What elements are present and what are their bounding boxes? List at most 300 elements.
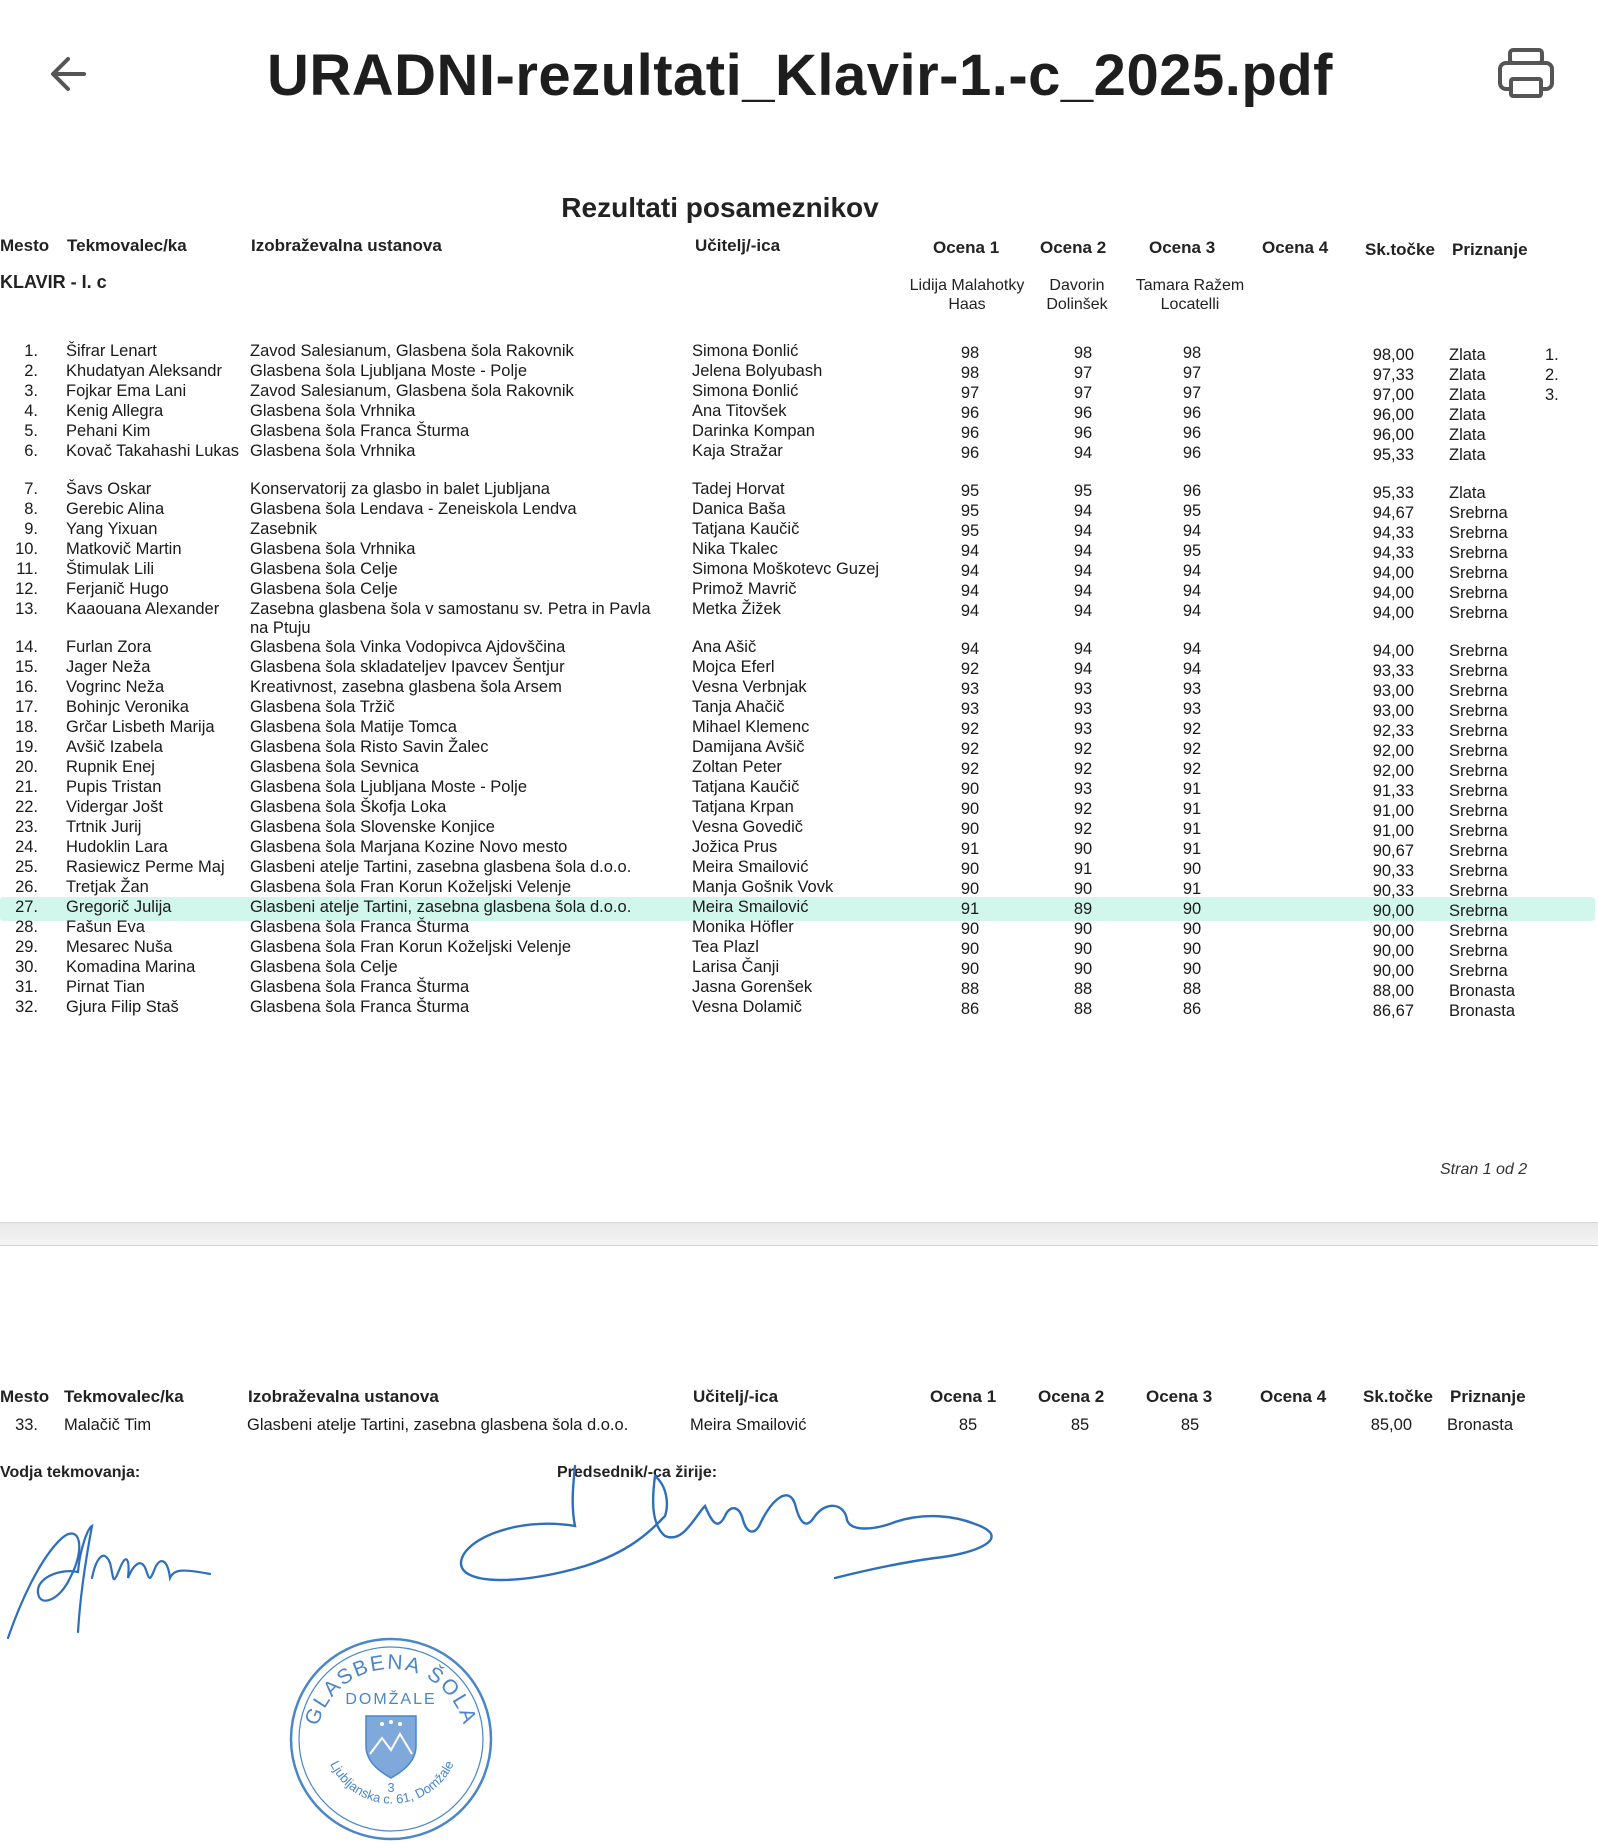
row-school: Glasbeni atelje Tartini, zasebna glasbena šola d.o.o. — [250, 898, 632, 916]
row-sum: 94,33 — [1372, 524, 1414, 542]
row-place: 3. — [24, 382, 38, 400]
stamp-number: 3 — [387, 1780, 395, 1795]
row-name: Vidergar Jošt — [66, 798, 163, 816]
row-ocena1: 90 — [960, 800, 980, 818]
row-ocena2: 92 — [1073, 760, 1093, 778]
row-ocena1: 93 — [960, 700, 980, 718]
row-place: 19. — [15, 738, 38, 756]
row-teacher: Zoltan Peter — [692, 758, 782, 776]
row-school: Glasbena šola Franca Šturma — [250, 918, 470, 936]
row-place: 7. — [24, 480, 38, 498]
row-school: Glasbena šola Celje — [250, 580, 398, 598]
row-ocena2: 95 — [1073, 482, 1093, 500]
row-name: Grčar Lisbeth Marija — [66, 718, 215, 736]
row-school: Zasebna glasbena šola v samostanu sv. Petra in Pavla na Ptuju — [250, 600, 651, 637]
row-ocena2: 90 — [1073, 960, 1093, 978]
row-teacher: Meira Smailović — [692, 898, 809, 916]
row-name: Komadina Marina — [66, 958, 196, 976]
page-number: Stran 1 od 2 — [1440, 1161, 1528, 1178]
row-sum: 92,00 — [1372, 762, 1414, 780]
row-school: Glasbena šola Lendava - Zeneiskola Lendva — [250, 500, 577, 518]
row-ocena1: 94 — [960, 542, 980, 560]
row-ocena2: 96 — [1073, 404, 1093, 422]
row-sum: 91,33 — [1372, 782, 1414, 800]
row-ocena2: 90 — [1073, 940, 1093, 958]
row-ocena1: 98 — [960, 344, 980, 362]
row-name: Hudoklin Lara — [66, 838, 168, 856]
row-school: Glasbena šola Marjana Kozine Novo mesto — [250, 838, 568, 856]
row-sum: 90,00 — [1372, 902, 1414, 920]
row-ocena3: 90 — [1182, 960, 1202, 978]
row-sum: 85,00 — [1370, 1416, 1412, 1434]
row-ocena3: 94 — [1182, 602, 1202, 620]
col-priznanje: Priznanje — [1450, 1387, 1526, 1406]
row-sum: 92,33 — [1372, 722, 1414, 740]
row-teacher: Jožica Prus — [692, 838, 778, 856]
col-ocena2: Ocena 2 — [1040, 238, 1107, 257]
col-ocena3: Ocena 3 — [1146, 1387, 1213, 1406]
row-place: 5. — [24, 422, 38, 440]
row-name: Jager Neža — [66, 658, 151, 676]
row-place: 12. — [15, 580, 38, 598]
row-place: 30. — [15, 958, 38, 976]
row-ocena3: 92 — [1182, 720, 1202, 738]
judge-1: Lidija Malahotky Haas — [909, 277, 1025, 313]
app-bar — [0, 0, 1598, 150]
print-button[interactable] — [1496, 46, 1556, 102]
row-school: Glasbena šola Matije Tomca — [250, 718, 457, 736]
row-sum: 90,00 — [1372, 922, 1414, 940]
row-name: Tretjak Žan — [66, 878, 149, 896]
row-school: Glasbena šola Škofja Loka — [250, 798, 447, 816]
row-name: Pirnat Tian — [66, 978, 145, 996]
row-sum: 98,00 — [1372, 346, 1414, 364]
row-sum: 91,00 — [1372, 802, 1414, 820]
row-ocena2: 94 — [1073, 562, 1093, 580]
row-award: Srebrna — [1449, 584, 1508, 602]
col-sktocke: Sk.točke — [1363, 1387, 1433, 1406]
page-separator — [0, 1222, 1598, 1246]
row-ocena3: 90 — [1182, 900, 1202, 918]
row-name: Gerebic Alina — [66, 500, 165, 518]
row-award: Srebrna — [1449, 564, 1508, 582]
row-ocena1: 97 — [960, 384, 980, 402]
row-school: Glasbena šola Ljubljana Moste - Polje — [250, 362, 527, 380]
row-ocena3: 96 — [1182, 482, 1202, 500]
row-award: Zlata — [1449, 346, 1486, 364]
row-ocena1: 91 — [960, 840, 980, 858]
row-name: Rasiewicz Perme Maj — [66, 858, 225, 876]
back-button[interactable] — [44, 48, 96, 100]
pdf-page-2[interactable] — [0, 1246, 1598, 1839]
row-ocena3: 93 — [1182, 680, 1202, 698]
row-ocena3: 96 — [1182, 424, 1202, 442]
category-label: KLAVIR - I. c — [0, 272, 107, 292]
row-place: 31. — [15, 978, 38, 996]
row-award: Srebrna — [1449, 722, 1508, 740]
row-ocena2: 92 — [1073, 820, 1093, 838]
row-school: Glasbena šola Franca Šturma — [250, 978, 470, 996]
row-award: Srebrna — [1449, 822, 1508, 840]
row-ocena2: 94 — [1073, 444, 1093, 462]
row-sum: 90,00 — [1372, 962, 1414, 980]
row-ocena1: 91 — [960, 900, 980, 918]
row-place: 6. — [24, 442, 38, 460]
row-teacher: Metka Žižek — [692, 600, 781, 618]
row-name: Šavs Oskar — [66, 480, 152, 498]
row-ocena3: 97 — [1182, 384, 1202, 402]
row-sum: 88,00 — [1372, 982, 1414, 1000]
row-award: Srebrna — [1449, 802, 1508, 820]
row-school: Glasbena šola Fran Korun Koželjski Velenje — [250, 938, 572, 956]
row-name: Matkovič Martin — [66, 540, 182, 558]
row-ocena3: 93 — [1182, 700, 1202, 718]
row-place: 33. — [15, 1416, 38, 1434]
col-ucitelj: Učitelj/-ica — [695, 236, 781, 255]
row-teacher: Simona Moškotevc Guzej — [692, 560, 880, 578]
row-school: Glasbena šola Franca Šturma — [250, 422, 470, 440]
row-name: Ferjanič Hugo — [66, 580, 169, 598]
row-name: Pupis Tristan — [66, 778, 162, 796]
row-ocena2: 94 — [1073, 640, 1093, 658]
row-name: Kaaouana Alexander — [66, 600, 220, 618]
row-ocena3: 85 — [1180, 1416, 1200, 1434]
row-ocena2: 91 — [1073, 860, 1093, 878]
row-name: Trtnik Jurij — [66, 818, 142, 836]
row-award: Srebrna — [1449, 882, 1508, 900]
row-award: Srebrna — [1449, 504, 1508, 522]
row-place: 20. — [15, 758, 38, 776]
row-ocena1: 92 — [960, 760, 980, 778]
row-ocena3: 97 — [1182, 364, 1202, 382]
row-teacher: Simona Đonlić — [692, 342, 799, 360]
row-school: Glasbena šola Vinka Vodopivca Ajdovščina — [250, 638, 566, 656]
row-award: Srebrna — [1449, 604, 1508, 622]
row-place: 32. — [15, 998, 38, 1016]
row-school: Glasbeni atelje Tartini, zasebna glasbena šola d.o.o. — [250, 858, 632, 876]
row-school: Glasbena šola Celje — [250, 560, 398, 578]
row-school: Glasbena šola Ljubljana Moste - Polje — [250, 778, 527, 796]
row-ocena3: 94 — [1182, 562, 1202, 580]
row-sum: 94,00 — [1372, 604, 1414, 622]
row-ocena2: 90 — [1073, 840, 1093, 858]
row-teacher: Larisa Čanji — [692, 958, 780, 976]
row-ocena2: 94 — [1073, 582, 1093, 600]
row-teacher: Tanja Ahačič — [692, 698, 785, 716]
row-teacher: Tatjana Krpan — [692, 798, 794, 816]
coat-of-arms-icon — [366, 1716, 416, 1778]
row-sum: 92,00 — [1372, 742, 1414, 760]
row-sum: 97,33 — [1372, 366, 1414, 384]
row-ocena3: 92 — [1182, 740, 1202, 758]
row-place: 17. — [15, 698, 38, 716]
row-school: Zavod Salesianum, Glasbena šola Rakovnik — [250, 342, 574, 360]
row-teacher: Kaja Stražar — [692, 442, 783, 460]
row-teacher: Manja Gošnik Vovk — [692, 878, 834, 896]
row-ocena1: 88 — [960, 980, 980, 998]
row-ocena2: 96 — [1073, 424, 1093, 442]
row-teacher: Danica Baša — [692, 500, 786, 518]
row-award: Bronasta — [1447, 1416, 1514, 1434]
row-sum: 94,33 — [1372, 544, 1414, 562]
col-ustanova: Izobraževalna ustanova — [251, 236, 442, 255]
col-ustanova: Izobraževalna ustanova — [248, 1387, 439, 1406]
row-place: 22. — [15, 798, 38, 816]
row-teacher: Nika Tkalec — [692, 540, 778, 558]
row-ocena2: 93 — [1073, 720, 1093, 738]
col-ocena2: Ocena 2 — [1038, 1387, 1105, 1406]
row-sum: 95,33 — [1372, 446, 1414, 464]
row-school: Glasbena šola Sevnica — [250, 758, 419, 776]
row-award: Zlata — [1449, 446, 1486, 464]
row-teacher: Mojca Eferl — [692, 658, 775, 676]
row-teacher: Tatjana Kaučič — [692, 778, 800, 796]
row-award: Srebrna — [1449, 642, 1508, 660]
row-award: Srebrna — [1449, 862, 1508, 880]
row-school: Glasbena šola Tržič — [250, 698, 395, 716]
row-school: Kreativnost, zasebna glasbena šola Arsem — [250, 678, 562, 696]
row-ocena2: 89 — [1073, 900, 1093, 918]
row-name: Pehani Kim — [66, 422, 151, 440]
row-ocena1: 95 — [960, 482, 980, 500]
row-school: Glasbena šola Risto Savin Žalec — [250, 738, 489, 756]
row-ocena1: 95 — [960, 522, 980, 540]
row-place: 24. — [15, 838, 38, 856]
col-priznanje: Priznanje — [1452, 240, 1528, 259]
row-place: 13. — [15, 600, 38, 618]
row-name: Bohinjc Veronika — [66, 698, 189, 716]
row-teacher: Vesna Verbnjak — [692, 678, 807, 696]
row-ocena2: 90 — [1073, 920, 1093, 938]
row-ocena3: 96 — [1182, 444, 1202, 462]
row-ocena2: 93 — [1073, 700, 1093, 718]
row-school: Glasbena šola Slovenske Konjice — [250, 818, 495, 836]
row-ocena1: 98 — [960, 364, 980, 382]
row-award: Srebrna — [1449, 762, 1508, 780]
row-name: Štimulak Lili — [66, 560, 155, 578]
row-ocena3: 91 — [1182, 800, 1202, 818]
row-place: 14. — [15, 638, 38, 656]
row-ocena1: 92 — [960, 720, 980, 738]
row-ocena1: 94 — [960, 562, 980, 580]
row-sum: 96,00 — [1372, 406, 1414, 424]
row-award: Zlata — [1449, 406, 1486, 424]
row-sum: 93,33 — [1372, 662, 1414, 680]
row-place: 18. — [15, 718, 38, 736]
col-sktocke: Sk.točke — [1365, 240, 1435, 259]
school-stamp — [286, 1634, 496, 1844]
row-award: Srebrna — [1449, 682, 1508, 700]
judge-2: Davorin Dolinšek — [1046, 277, 1108, 313]
row-place: 10. — [15, 540, 38, 558]
stamp-line2: DOMŽALE — [345, 1691, 437, 1708]
row-ocena2: 88 — [1073, 1000, 1093, 1018]
row-school: Glasbena šola Franca Šturma — [250, 998, 470, 1016]
row-place: 9. — [24, 520, 38, 538]
row-ocena3: 90 — [1182, 940, 1202, 958]
row-place: 2. — [24, 362, 38, 380]
leader-label: Vodja tekmovanja: — [0, 1464, 141, 1481]
row-name: Furlan Zora — [66, 638, 152, 656]
row-award: Srebrna — [1449, 544, 1508, 562]
row-school: Zavod Salesianum, Glasbena šola Rakovnik — [250, 382, 574, 400]
row-ocena3: 95 — [1182, 502, 1202, 520]
row-teacher: Tatjana Kaučič — [692, 520, 800, 538]
row-teacher: Vesna Govedič — [692, 818, 803, 836]
row-ocena1: 90 — [960, 860, 980, 878]
row-place: 28. — [15, 918, 38, 936]
col-ucitelj: Učitelj/-ica — [693, 1387, 779, 1406]
row-teacher: Jasna Gorenšek — [692, 978, 813, 996]
row-ocena2: 92 — [1073, 740, 1093, 758]
col-ocena1: Ocena 1 — [933, 238, 1000, 257]
row-school: Glasbena šola Fran Korun Koželjski Velenje — [250, 878, 572, 896]
row-ocena3: 94 — [1182, 522, 1202, 540]
row-ocena1: 90 — [960, 960, 980, 978]
row-sum: 91,00 — [1372, 822, 1414, 840]
row-ocena1: 92 — [960, 660, 980, 678]
row-ocena1: 85 — [958, 1416, 978, 1434]
row-teacher: Ana Titovšek — [692, 402, 787, 420]
row-ocena1: 94 — [960, 640, 980, 658]
row-award: Bronasta — [1449, 982, 1516, 1000]
row-teacher: Tea Plazl — [692, 938, 759, 956]
row-ocena1: 90 — [960, 940, 980, 958]
stamp-line1: GLASBENA ŠOLA — [300, 1650, 482, 1729]
row-ocena1: 90 — [960, 920, 980, 938]
row-ocena3: 90 — [1182, 920, 1202, 938]
row-ocena1: 96 — [960, 424, 980, 442]
row-sum: 94,67 — [1372, 504, 1414, 522]
results-heading: Rezultati posameznikov — [561, 192, 879, 223]
row-school: Glasbena šola skladateljev Ipavcev Šentjur — [250, 658, 565, 676]
row-sum: 90,33 — [1372, 862, 1414, 880]
row-sum: 95,33 — [1372, 484, 1414, 502]
row-school: Glasbena šola Vrhnika — [250, 540, 416, 558]
row-ocena3: 96 — [1182, 404, 1202, 422]
row-teacher: Monika Höfler — [692, 918, 794, 936]
row-teacher: Tadej Horvat — [692, 480, 785, 498]
row-rank: 1. — [1545, 346, 1559, 364]
row-award: Srebrna — [1449, 962, 1508, 980]
row-name: Gregorič Julija — [66, 898, 172, 916]
judge-3: Tamara Ražem Locatelli — [1135, 277, 1245, 313]
row-teacher: Vesna Dolamič — [692, 998, 803, 1016]
row-place: 4. — [24, 402, 38, 420]
row-award: Srebrna — [1449, 842, 1508, 860]
row-award: Zlata — [1449, 426, 1486, 444]
row-place: 25. — [15, 858, 38, 876]
col-ocena4: Ocena 4 — [1260, 1387, 1327, 1406]
row-place: 21. — [15, 778, 38, 796]
row-teacher: Darinka Kompan — [692, 422, 815, 440]
president-label: Predsednik/-ca žirije: — [557, 1464, 718, 1481]
row-teacher: Mihael Klemenc — [692, 718, 810, 736]
col-mesto: Mesto — [0, 1387, 50, 1406]
row-ocena3: 94 — [1182, 582, 1202, 600]
pdf-page-1[interactable] — [0, 180, 1598, 1220]
row-teacher: Ana Ašič — [692, 638, 757, 656]
row-rank: 3. — [1545, 386, 1559, 404]
row-name: Yang Yixuan — [66, 520, 158, 538]
row-ocena1: 90 — [960, 780, 980, 798]
row-ocena3: 98 — [1182, 344, 1202, 362]
row-name: Šifrar Lenart — [66, 342, 157, 360]
row-ocena2: 94 — [1073, 660, 1093, 678]
row-award: Bronasta — [1449, 1002, 1516, 1020]
row-school: Konservatorij za glasbo in balet Ljubljana — [250, 480, 550, 498]
row-ocena3: 91 — [1182, 840, 1202, 858]
row-ocena1: 92 — [960, 740, 980, 758]
arrow-left-icon — [44, 48, 96, 100]
row-rank: 2. — [1545, 366, 1559, 384]
row-ocena2: 94 — [1073, 542, 1093, 560]
row-name: Avšič Izabela — [66, 738, 163, 756]
row-sum: 97,00 — [1372, 386, 1414, 404]
row-award: Srebrna — [1449, 524, 1508, 542]
row-award: Zlata — [1449, 386, 1486, 404]
row-ocena2: 90 — [1073, 880, 1093, 898]
row-sum: 90,67 — [1372, 842, 1414, 860]
row-ocena2: 93 — [1073, 680, 1093, 698]
row-ocena2: 98 — [1073, 344, 1093, 362]
row-teacher: Primož Mavrič — [692, 580, 797, 598]
row-ocena3: 91 — [1182, 780, 1202, 798]
row-sum: 96,00 — [1372, 426, 1414, 444]
row-ocena2: 92 — [1073, 800, 1093, 818]
row-sum: 93,00 — [1372, 682, 1414, 700]
row-place: 11. — [16, 560, 38, 578]
row-ocena1: 96 — [960, 404, 980, 422]
row-place: 1. — [24, 342, 38, 360]
row-teacher: Meira Smailović — [692, 858, 809, 876]
row-name: Vogrinc Neža — [66, 678, 165, 696]
row-ocena2: 97 — [1073, 364, 1093, 382]
col-mesto: Mesto — [0, 236, 50, 255]
row-place: 16. — [15, 678, 38, 696]
row-ocena3: 94 — [1182, 640, 1202, 658]
row-name: Kenig Allegra — [66, 402, 164, 420]
row-ocena3: 94 — [1182, 660, 1202, 678]
row-ocena2: 94 — [1073, 502, 1093, 520]
row-teacher: Meira Smailović — [690, 1416, 807, 1434]
row-school: Glasbena šola Vrhnika — [250, 442, 416, 460]
row-name: Fojkar Ema Lani — [66, 382, 187, 400]
row-ocena3: 86 — [1182, 1000, 1202, 1018]
row-ocena1: 90 — [960, 820, 980, 838]
row-name: Gjura Filip Staš — [66, 998, 179, 1016]
col-tekmovalec: Tekmovalec/ka — [64, 1387, 184, 1406]
row-school: Glasbena šola Vrhnika — [250, 402, 416, 420]
row-ocena1: 93 — [960, 680, 980, 698]
row-name: Fašun Eva — [66, 918, 145, 936]
row-ocena2: 85 — [1070, 1416, 1090, 1434]
row-award: Srebrna — [1449, 922, 1508, 940]
row-ocena1: 86 — [960, 1000, 980, 1018]
row-ocena2: 88 — [1073, 980, 1093, 998]
row-award: Zlata — [1449, 366, 1486, 384]
row-ocena2: 94 — [1073, 602, 1093, 620]
document-title: URADNI-rezultati_Klavir-1.-c_2025.pdf — [266, 43, 1333, 108]
row-sum: 94,00 — [1372, 642, 1414, 660]
row-teacher: Damijana Avšič — [692, 738, 805, 756]
col-ocena1: Ocena 1 — [930, 1387, 997, 1406]
row-ocena1: 94 — [960, 602, 980, 620]
row-ocena2: 93 — [1073, 780, 1093, 798]
row-award: Srebrna — [1449, 702, 1508, 720]
row-place: 23. — [15, 818, 38, 836]
row-sum: 93,00 — [1372, 702, 1414, 720]
